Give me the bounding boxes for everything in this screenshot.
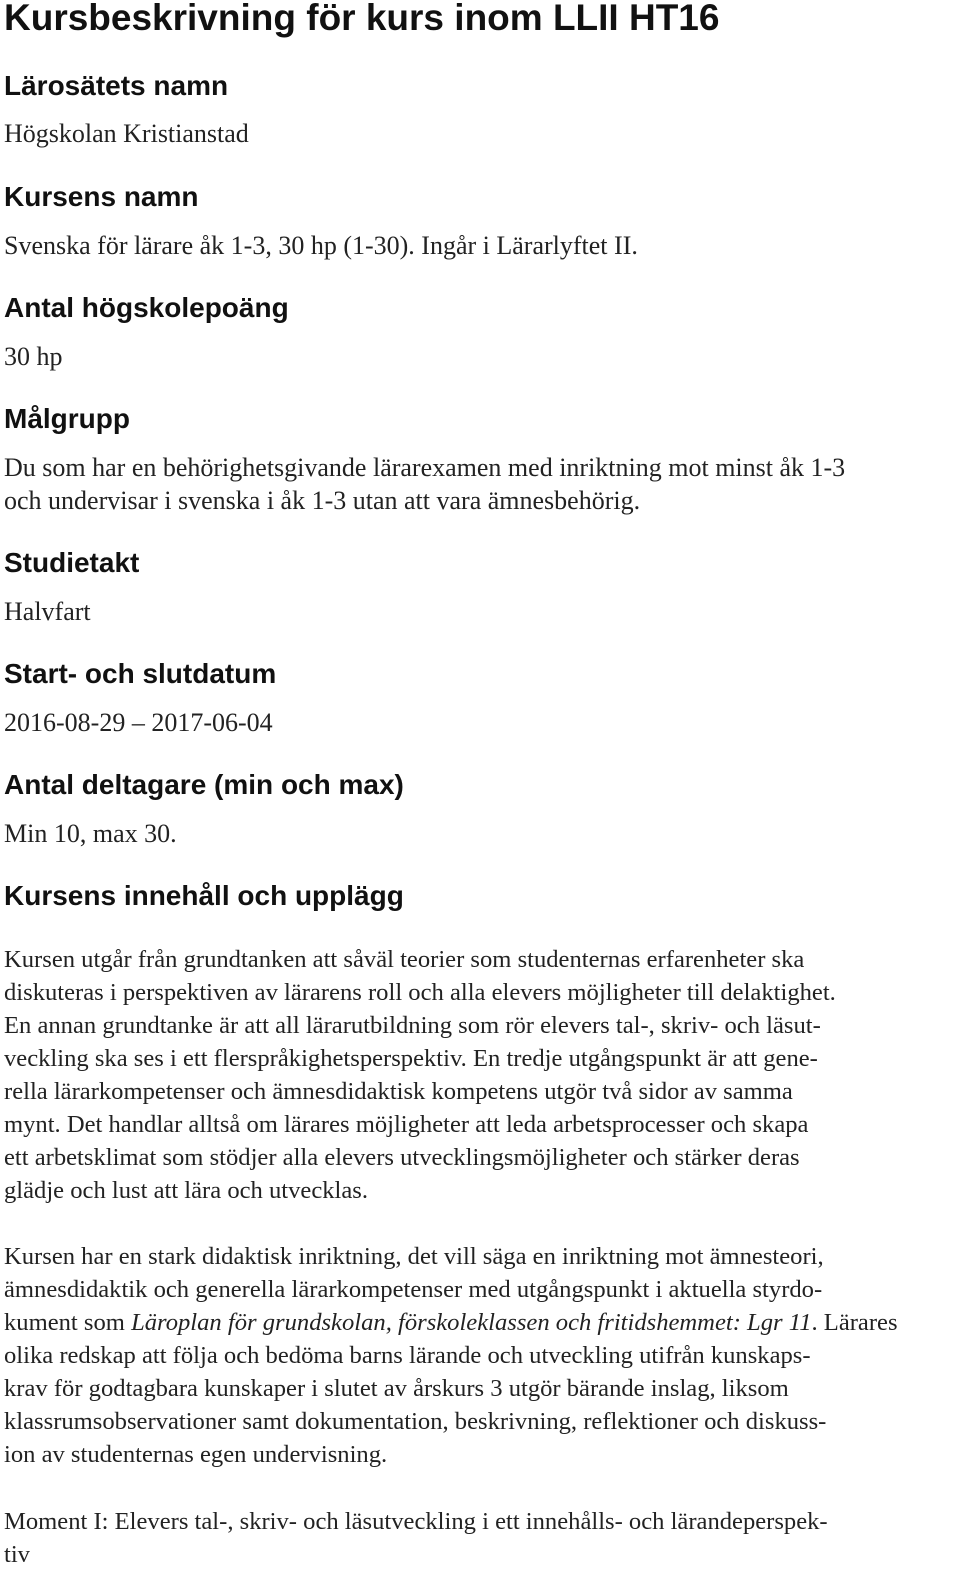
value-hogskolepoang: 30 hp (4, 342, 63, 371)
paragraph-2-line: ämnesdidaktik och generella lärarkompetenser med utgångspunkt i aktuella styrdo- (4, 1276, 823, 1303)
heading-larosate: Lärosätets namn (4, 70, 229, 101)
heading-studietakt: Studietakt (4, 547, 140, 578)
value-larosate: Högskolan Kristianstad (4, 119, 249, 148)
paragraph-1-line: ett arbetsklimat som stödjer alla elevers utvecklingsmöjligheter och stärker deras (4, 1144, 800, 1171)
value-malgrupp-line-1: Du som har en behörighetsgivande lärarexamen med inriktning mot minst åk 1-3 (4, 453, 846, 482)
paragraph-2-line: klassrumsobservationer samt dokumentation, beskrivning, reflektioner och diskuss- (4, 1408, 827, 1435)
paragraph-2-line: Kursen har en stark didaktisk inriktning, det vill säga en inriktning mot ämnesteori, (4, 1243, 824, 1270)
paragraph-1-line: glädje och lust att lära och utvecklas. (4, 1177, 368, 1204)
paragraph-2-text: . Lärares (811, 1309, 898, 1336)
heading-hogskolepoang: Antal högskolepoäng (4, 292, 289, 323)
paragraph-2-line: olika redskap att följa och bedöma barns lärande och utveckling utifrån kunskaps- (4, 1342, 811, 1369)
value-datum: 2016-08-29 – 2017-06-04 (4, 708, 273, 737)
heading-deltagare: Antal deltagare (min och max) (4, 769, 404, 800)
paragraph-2-line: ion av studenternas egen undervisning. (4, 1441, 388, 1468)
paragraph-2-line-with-citation (4, 1306, 898, 1339)
value-studietakt: Halvfart (4, 597, 91, 626)
paragraph-1-line: veckling ska ses i ett flerspråkighetsperspektiv. En tredje utgångspunkt är att gene- (4, 1045, 818, 1072)
value-deltagare: Min 10, max 30. (4, 819, 177, 848)
paragraph-1-line: rella lärarkompetenser och ämnesdidaktisk kompetens utgör två sidor av samma (4, 1078, 793, 1105)
paragraph-1-line: diskuteras i perspektiven av lärarens roll och alla elevers möjligheter till delaktighet. (4, 979, 836, 1006)
value-kursnamn: Svenska för lärare åk 1-3, 30 hp (1-30). Ingår i Lärarlyftet II. (4, 231, 638, 260)
paragraph-1-line: mynt. Det handlar alltså om lärares möjligheter att leda arbetsprocesser och skapa (4, 1111, 809, 1138)
paragraph-1-line: Kursen utgår från grundtanken att såväl teorier som studenternas erfarenheter ska (4, 946, 805, 973)
paragraph-2-text: kument som (4, 1309, 132, 1336)
paragraph-3-line: Moment I: Elevers tal-, skriv- och läsutveckling i ett innehålls- och lärandeperspek- (4, 1508, 828, 1535)
paragraph-3-line: tiv (4, 1541, 30, 1568)
curriculum-citation: Läroplan för grundskolan, förskoleklassen och fritidshemmet: Lgr 11 (131, 1309, 812, 1336)
heading-kursnamn: Kursens namn (4, 181, 199, 212)
document-title: Kursbeskrivning för kurs inom LLII HT16 (4, 0, 720, 38)
paragraph-1-line: En annan grundtanke är att all lärarutbildning som rör elevers tal-, skriv- och läsut- (4, 1012, 821, 1039)
heading-datum: Start- och slutdatum (4, 658, 277, 689)
paragraph-2-line: krav för godtagbara kunskaper i slutet av årskurs 3 utgör bärande inslag, liksom (4, 1375, 789, 1402)
heading-malgrupp: Målgrupp (4, 403, 130, 434)
heading-innehall: Kursens innehåll och upplägg (4, 880, 404, 911)
value-malgrupp-line-2: och undervisar i svenska i åk 1-3 utan att vara ämnesbehörig. (4, 486, 641, 515)
